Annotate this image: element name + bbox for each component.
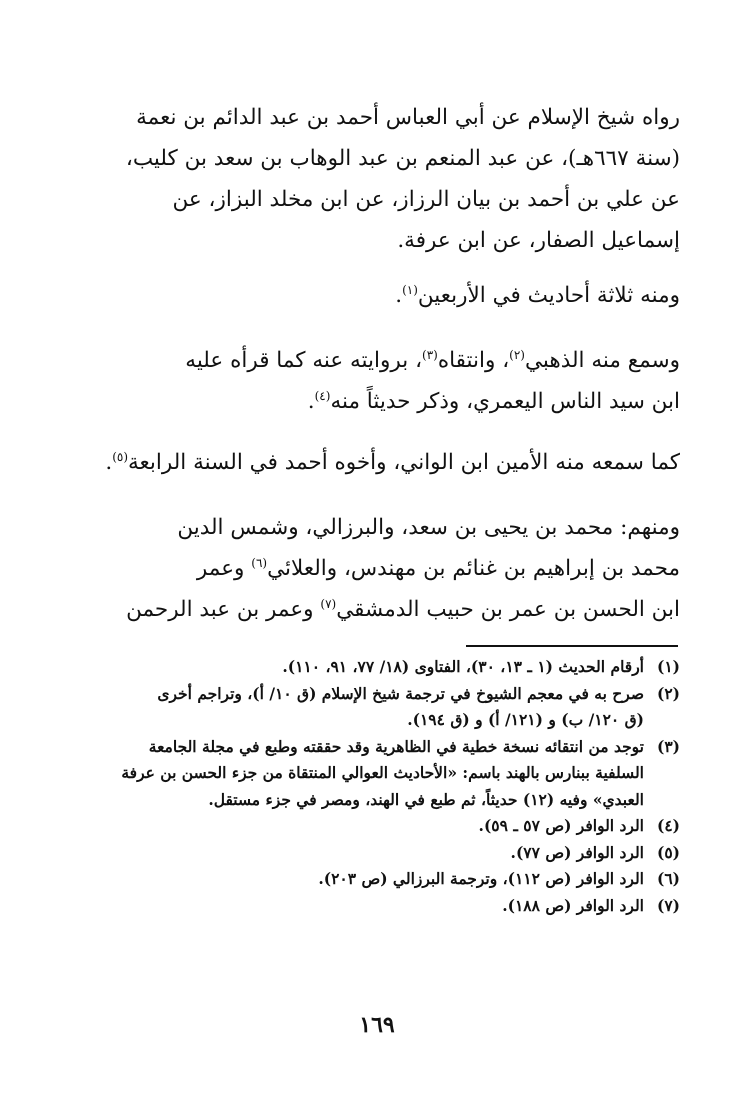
text-line (70, 548, 680, 589)
text-line: إسماعيل الصفار، عن ابن عرفة. (397, 228, 680, 253)
footnote-text (70, 654, 644, 681)
text-line (70, 340, 680, 381)
text-segment: ومنه ثلاثة أحاديث في الأربعين (417, 283, 680, 308)
footnote-number: (٥) (656, 842, 680, 862)
text-segment: ، بروايته عنه كما قرأه عليه (185, 348, 423, 373)
text-segment: كما سمعه منه الأمين ابن الواني، وأخوه أحمد في السنة الرابعة (128, 450, 680, 475)
paragraph-three-hadiths (70, 275, 680, 316)
text-segment: ، وانتقاه (437, 348, 510, 373)
text-line: عن علي بن أحمد بن بيان الرزاز، عن ابن مخلد البزاز، عن (172, 187, 680, 212)
text-line (70, 275, 680, 316)
footnote-line: العبدي» وفيه (١٢) حديثاً، ثم طبع في الهند، ومصر في جزء مستقل. (208, 789, 644, 809)
text-segment: . (395, 283, 403, 308)
footnote-line: الرد الوافر (ص ١١٢)، وترجمة البرزالي (ص ٢٠٣). (318, 869, 644, 888)
text-segment: وعمر (196, 556, 252, 581)
footnote-line: (ق ١٢٠/ ب) و (١٢١/ أ) و (ق ١٩٤). (407, 710, 644, 729)
footnote-reference[interactable]: (٧) (320, 596, 337, 611)
footnote-number: (٦) (656, 869, 680, 888)
footnote-5 (70, 840, 680, 867)
footnote-4 (70, 813, 680, 840)
footnote-line: الرد الوافر (ص ٧٧). (510, 842, 644, 862)
footnote-2 (70, 681, 680, 734)
footnote-line: توجد من انتقائه نسخة خطية في الظاهرية وقد حققته وطبع في مجلة الجامعة (148, 736, 644, 756)
footnote-number: (٤) (656, 816, 680, 835)
footnote-separator-rule (466, 645, 678, 647)
footnote-1 (70, 654, 680, 681)
footnote-6 (70, 866, 680, 893)
footnotes-list (70, 654, 680, 919)
footnote-reference[interactable]: (٦) (251, 555, 268, 570)
footnote-reference[interactable]: (٥) (112, 449, 129, 464)
footnote-reference[interactable]: (٣) (422, 347, 438, 362)
text-segment: وعمر بن عبد الرحمن (126, 597, 321, 622)
footnote-reference[interactable]: (١) (402, 282, 418, 297)
footnote-7 (70, 893, 680, 920)
text-line: (سنة ٦٦٧هـ)، عن عبد المنعم بن عبد الوهاب بن سعد بن كليب، (125, 146, 680, 171)
text-segment: وسمع منه الذهبي (524, 348, 680, 373)
text-line: رواه شيخ الإسلام عن أبي العباس أحمد بن عبد الدائم بن نعمة (136, 105, 680, 130)
footnote-number: (٢) (656, 683, 680, 703)
footnote-line: أرقام الحديث (١ ـ ١٣، ٣٠)، الفتاوى (١٨/ ٧٧، ٩١، ١١٠). (282, 657, 644, 676)
text-segment: ابن سيد الناس اليعمري، وذكر حديثاً منه (330, 389, 680, 414)
footnote-line: صرح به في معجم الشيوخ في ترجمة شيخ الإسلام (ق ١٠/ أ)، وتراجم أخرى (157, 683, 644, 703)
paragraph-students (70, 507, 680, 630)
footnote-reference[interactable]: (٢) (509, 347, 525, 362)
text-segment: محمد بن إبراهيم بن غنائم بن مهندس، والعلائي (267, 556, 680, 581)
footnote-number: (٧) (656, 895, 680, 915)
text-line (70, 589, 680, 630)
footnote-text (70, 681, 644, 734)
footnote-text (70, 840, 644, 867)
paragraph-dhahabi (70, 340, 680, 422)
page-number: ١٦٩ (359, 1012, 395, 1038)
text-segment: ابن الحسن بن عمر بن حبيب الدمشقي (336, 597, 680, 622)
footnote-text (70, 813, 644, 840)
paragraph-chain-of-narration (70, 97, 680, 261)
footnote-text (70, 893, 644, 920)
paragraph-ibn-al-wani (70, 442, 680, 483)
text-line (70, 381, 680, 422)
footnote-number: (١) (656, 657, 680, 676)
footnote-text (70, 866, 644, 893)
footnote-line: الرد الوافر (ص ٥٧ ـ ٥٩). (478, 816, 644, 835)
footnote-reference[interactable]: (٤) (314, 388, 331, 403)
text-line (70, 442, 680, 483)
footnote-line: الرد الوافر (ص ١٨٨). (502, 895, 644, 915)
footnote-text (70, 734, 644, 814)
text-segment: . (105, 450, 113, 475)
footnote-line: السلفية ببنارس بالهند باسم: «الأحاديث العوالي المنتقاة من جزء الحسن بن عرفة (121, 763, 644, 782)
text-segment: . (307, 389, 315, 414)
text-line: ومنهم: محمد بن يحيى بن سعد، والبرزالي، وشمس الدين (177, 515, 680, 540)
footnote-number: (٣) (656, 736, 680, 756)
footnote-3 (70, 734, 680, 814)
